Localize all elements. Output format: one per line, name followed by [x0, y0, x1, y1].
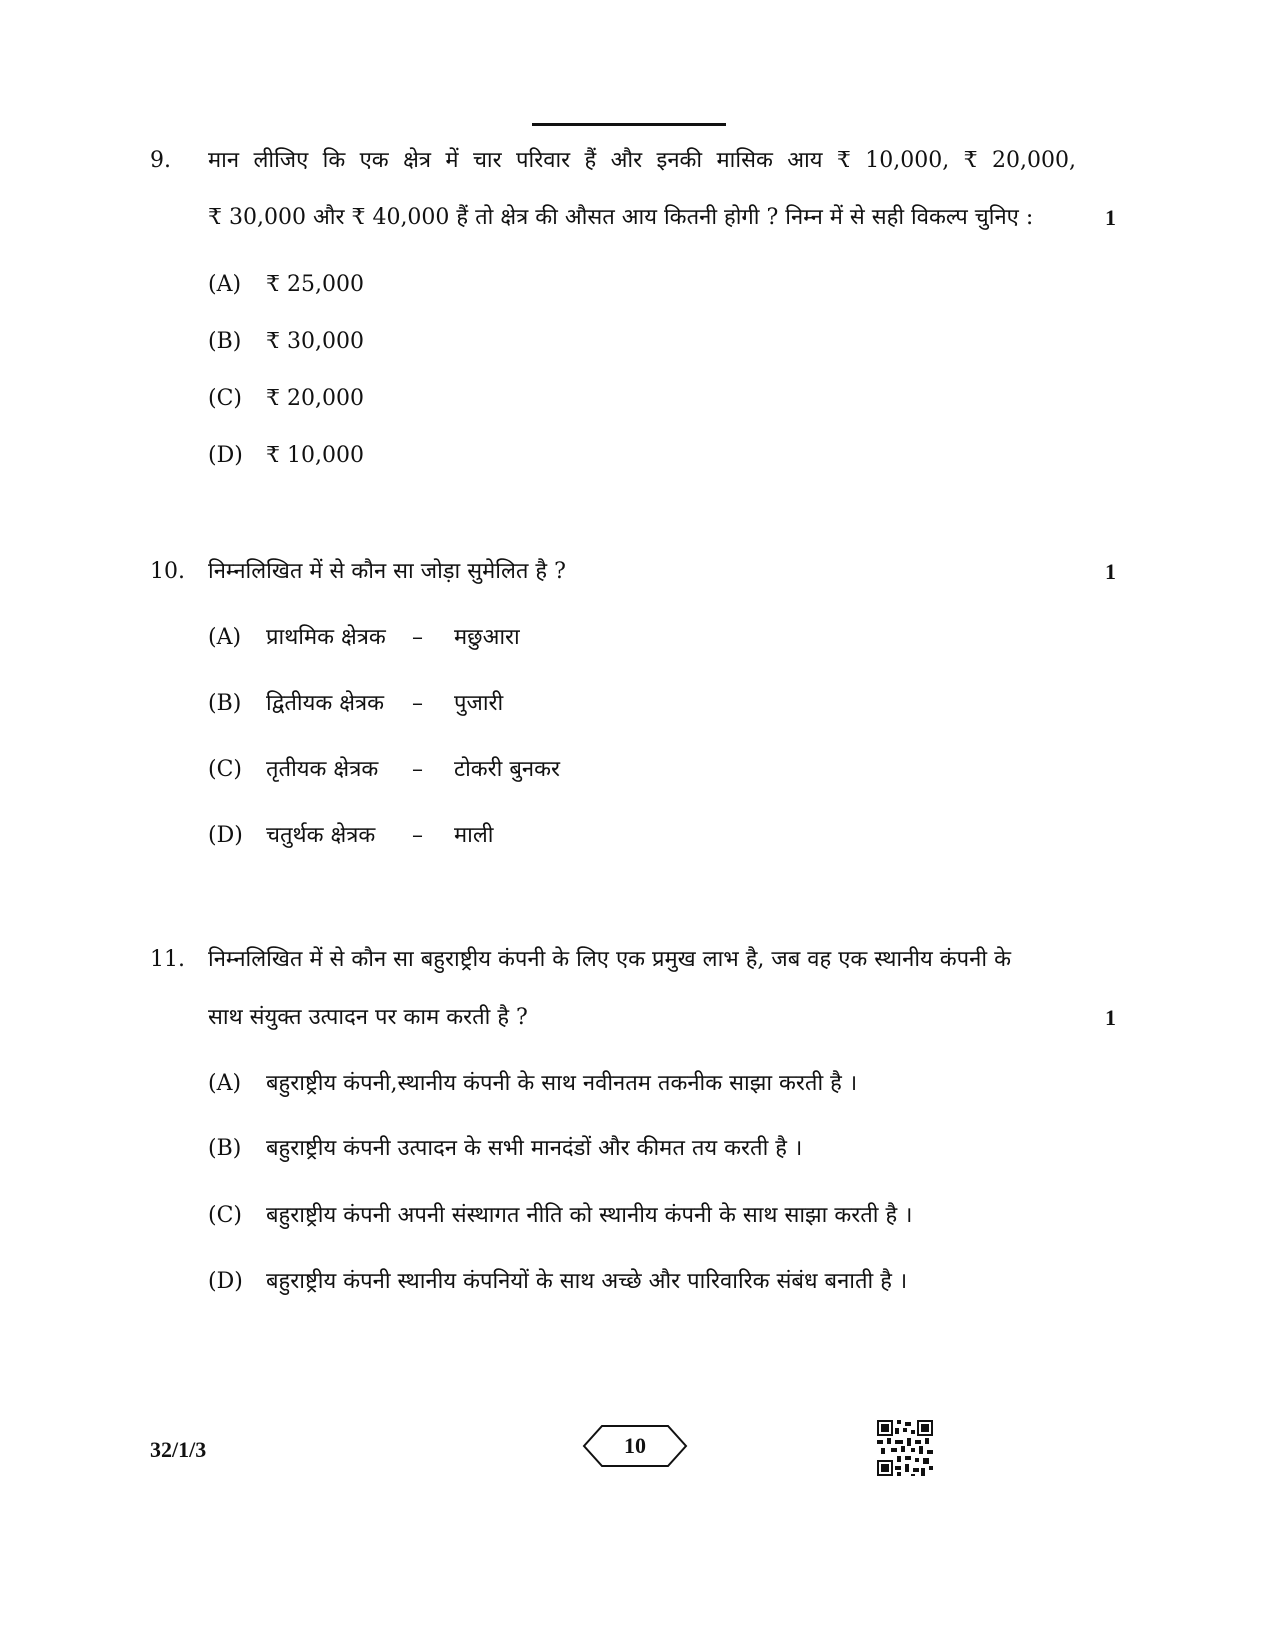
question-number: 10.	[150, 559, 185, 584]
question-text-line: ₹ 30,000 और ₹ 40,000 हैं तो क्षेत्र की औसत आय कितनी होगी ? निम्न में से सही विकल्प चुनिए :	[208, 205, 1034, 230]
option-sector: प्राथमिक क्षेत्रक	[266, 625, 386, 650]
option-label: (C)	[208, 757, 242, 782]
question-text-line: निम्नलिखित में से कौन सा जोड़ा सुमेलित है ?	[208, 559, 566, 584]
question-text-line: निम्नलिखित में से कौन सा बहुराष्ट्रीय कंपनी के लिए एक प्रमुख लाभ है, जब वह एक स्थानीय कंपनी के	[208, 947, 1011, 972]
option-a	[208, 270, 364, 300]
option-a	[208, 1069, 857, 1099]
option-dash: –	[412, 757, 423, 782]
option-b	[208, 689, 503, 719]
question-number: 11.	[150, 947, 185, 972]
option-text: ₹ 30,000	[266, 329, 364, 354]
option-text: बहुराष्ट्रीय कंपनी उत्पादन के सभी मानदंडों और कीमत तय करती है ।	[266, 1136, 803, 1161]
option-text: बहुराष्ट्रीय कंपनी स्थानीय कंपनियों के साथ अच्छे और पारिवारिक संबंध बनाती है ।	[266, 1269, 908, 1294]
option-match: मछुआरा	[454, 625, 520, 650]
option-d	[208, 441, 364, 471]
option-match: पुजारी	[454, 691, 504, 716]
option-c	[208, 755, 560, 785]
option-label: (B)	[208, 329, 242, 354]
question-marks: 1	[1105, 1005, 1116, 1030]
page-number: 10	[624, 1433, 646, 1458]
option-label: (A)	[208, 272, 242, 297]
option-c	[208, 384, 364, 414]
option-label: (D)	[208, 823, 243, 848]
page-number-badge	[582, 1424, 688, 1468]
option-d	[208, 1267, 907, 1297]
option-label: (A)	[208, 1071, 242, 1096]
option-text: ₹ 20,000	[266, 386, 364, 411]
option-label: (D)	[208, 443, 243, 468]
question-text-line: साथ संयुक्त उत्पादन पर काम करती है ?	[208, 1005, 528, 1030]
option-label: (B)	[208, 1136, 242, 1161]
option-text: बहुराष्ट्रीय कंपनी अपनी संस्थागत नीति को स्थानीय कंपनी के साथ साझा करती है ।	[266, 1203, 913, 1228]
option-text: बहुराष्ट्रीय कंपनी,स्थानीय कंपनी के साथ नवीनतम तकनीक साझा करती है ।	[266, 1071, 858, 1096]
option-sector: द्वितीयक क्षेत्रक	[266, 691, 385, 716]
question-marks: 1	[1105, 559, 1116, 584]
option-a	[208, 623, 520, 653]
question-text-line: मान लीजिए कि एक क्षेत्र में चार परिवार हैं और इनकी मासिक आय ₹ 10,000, ₹ 20,000,	[208, 148, 1076, 173]
option-d	[208, 821, 493, 851]
option-match: माली	[454, 823, 494, 848]
option-text: ₹ 25,000	[266, 272, 364, 297]
option-dash: –	[412, 823, 423, 848]
option-text: ₹ 10,000	[266, 443, 364, 468]
option-label: (D)	[208, 1269, 243, 1294]
option-dash: –	[412, 625, 423, 650]
option-b	[208, 327, 364, 357]
option-label: (B)	[208, 691, 242, 716]
option-label: (A)	[208, 625, 242, 650]
option-sector: तृतीयक क्षेत्रक	[266, 757, 379, 782]
question-number: 9.	[150, 148, 171, 173]
top-divider	[532, 123, 726, 126]
question-marks: 1	[1105, 205, 1116, 230]
option-label: (C)	[208, 386, 242, 411]
option-b	[208, 1134, 802, 1164]
option-dash: –	[412, 691, 423, 716]
paper-code: 32/1/3	[150, 1437, 207, 1462]
option-label: (C)	[208, 1203, 242, 1228]
option-c	[208, 1201, 913, 1231]
option-match: टोकरी बुनकर	[454, 757, 561, 782]
qr-code-icon	[877, 1420, 933, 1476]
option-sector: चतुर्थक क्षेत्रक	[266, 823, 376, 848]
